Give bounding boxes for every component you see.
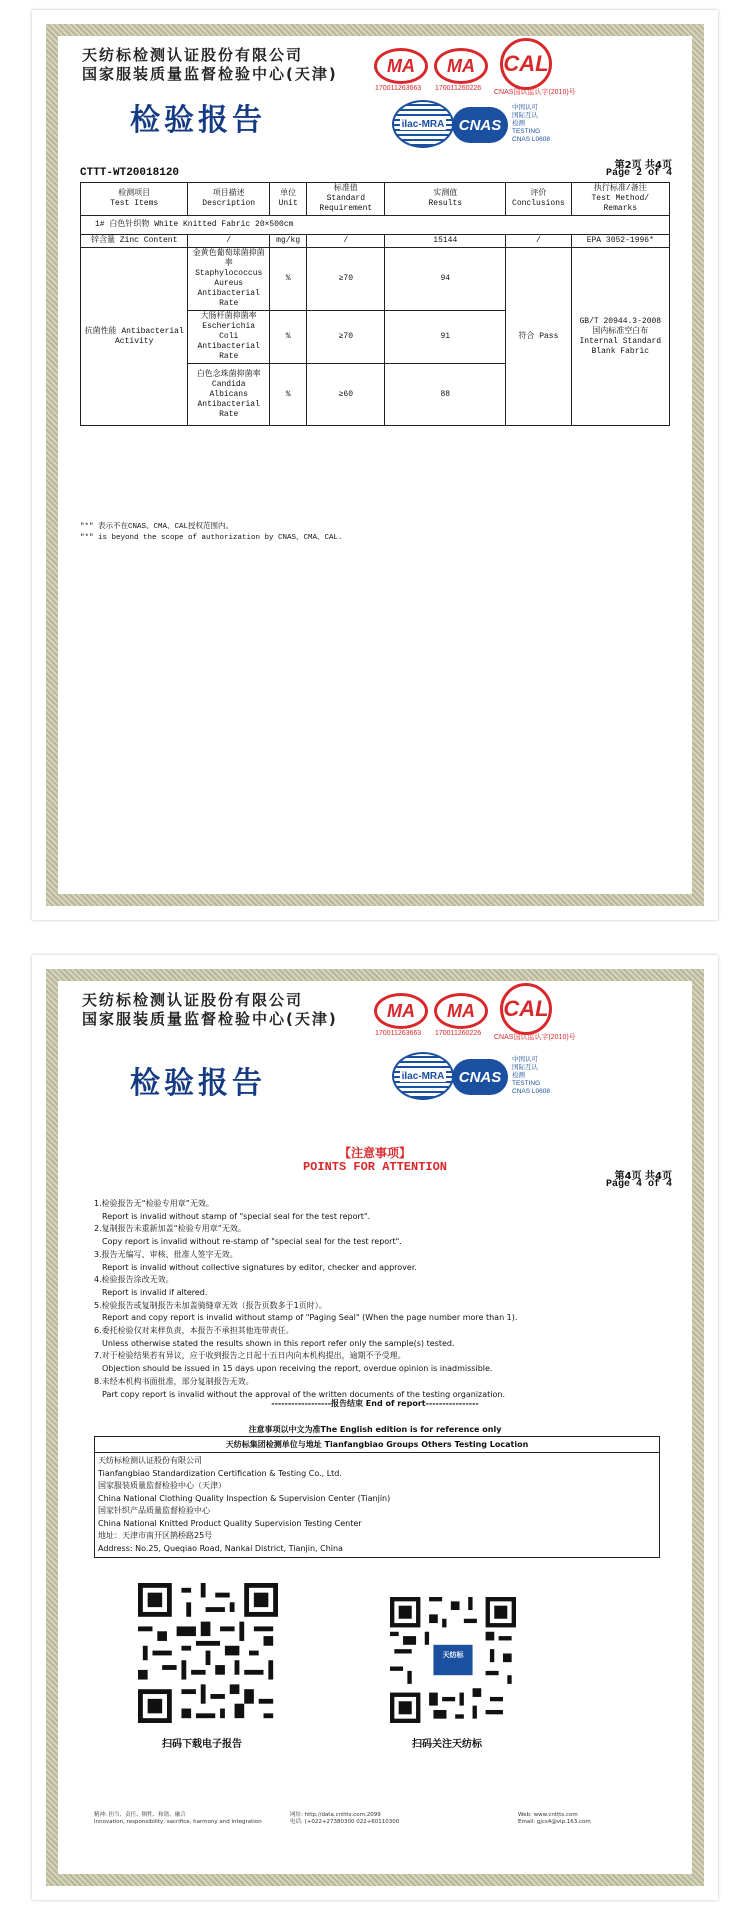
antibacterial-unit-1: % bbox=[270, 248, 307, 311]
table-row bbox=[81, 235, 670, 248]
note-en: Report is invalid without collective signatures by editor, checker and approver. bbox=[102, 1262, 417, 1272]
header-results: 实测值 Results bbox=[385, 183, 506, 216]
note-en: Report is invalid without stamp of "special seal for the test report". bbox=[102, 1211, 371, 1221]
center-name: 国家服装质量监督检验中心(天津) bbox=[82, 65, 338, 83]
antibacterial-result-2: 91 bbox=[385, 311, 506, 364]
cma-number-1: 170011263663 bbox=[375, 1030, 422, 1037]
sample-description: 1# 白色针织物 White Knitted Fabric 20×500cm bbox=[81, 216, 670, 235]
attention-notes bbox=[94, 1198, 664, 1401]
antibacterial-std-3: ≥60 bbox=[307, 364, 385, 426]
address-line: China National Knitted Product Quality Supervision Testing Center bbox=[98, 1518, 362, 1528]
cal-number: CNAS国认监认字(2010)号 bbox=[494, 89, 576, 96]
note-cn: 8.未经本机构书面批准，部分复制报告无效。 bbox=[94, 1376, 254, 1386]
antibacterial-desc-3: 白色念珠菌抑菌率 Candida Albicans Antibacterial Rate bbox=[188, 364, 270, 426]
antibacterial-std-1: ≥70 bbox=[307, 248, 385, 311]
zinc-desc: / bbox=[188, 235, 270, 248]
results-table bbox=[80, 182, 670, 426]
header-standard: 标准值 Standard Requirement bbox=[307, 183, 385, 216]
qr-code-follow[interactable] bbox=[390, 1597, 516, 1723]
address-line: China National Clothing Quality Inspection & Supervision Center (Tianjin) bbox=[98, 1493, 391, 1503]
cma-number-2: 170011260226 bbox=[435, 1030, 482, 1037]
address-line: 天纺标检测认证股份有限公司 bbox=[98, 1456, 202, 1465]
report-page-2 bbox=[32, 10, 718, 920]
note-en: Objection should be issued in 15 days upon receiving the report, overdue opinion is inadmissible. bbox=[102, 1364, 493, 1374]
antibacterial-item: 抗菌性能 Antibacterial Activity bbox=[81, 248, 188, 426]
note-en: Part copy report is invalid without the approval of the written documents of the testing organization. bbox=[102, 1389, 505, 1399]
cma-logo-2: MA bbox=[434, 993, 488, 1029]
qr-left-caption: 扫码下载电子报告 bbox=[162, 1739, 242, 1750]
cal-logo: CAL bbox=[500, 38, 552, 90]
center-name: 国家服装质量监督检验中心(天津) bbox=[82, 1010, 338, 1028]
cma-number-2: 170011260226 bbox=[435, 85, 482, 92]
cma-logo-1: MA bbox=[374, 993, 428, 1029]
address-line: 国家针织产品质量监督检验中心 bbox=[98, 1506, 210, 1515]
note-en: Report is invalid if altered. bbox=[102, 1287, 208, 1297]
antibacterial-desc-1: 金黄色葡萄球菌抑菌率 Staphylococcus Aureus Antibacterial Rate bbox=[188, 248, 270, 311]
attention-title-cn: 【注意事项】 bbox=[338, 1146, 411, 1160]
cnas-logo: CNAS bbox=[452, 1059, 508, 1095]
header-conclusions: 评价 Conclusions bbox=[506, 183, 571, 216]
org-name: 天纺标检测认证股份有限公司 bbox=[82, 46, 304, 64]
header-description: 项目描述 Description bbox=[188, 183, 270, 216]
header-unit: 单位 Unit bbox=[270, 183, 307, 216]
report-number: CTTT-WT20018120 bbox=[80, 167, 180, 179]
antibacterial-unit-3: % bbox=[270, 364, 307, 426]
note-cn: 2.复制报告未重新加盖“检验专用章”无效。 bbox=[94, 1224, 246, 1234]
page-border bbox=[46, 24, 704, 906]
report-title: 检验报告 bbox=[130, 1066, 266, 1101]
cnas-logo: CNAS bbox=[452, 107, 508, 143]
note-en: Report and copy report is invalid without stamp of "Paging Seal" (When the page number more than 1). bbox=[102, 1313, 518, 1323]
qr-right-caption: 扫码关注天纺标 bbox=[412, 1739, 482, 1750]
table-row bbox=[81, 248, 670, 311]
antibacterial-method: GB/T 20944.3-2008 国内标准空白布 Internal Standard Blank Fabric bbox=[571, 248, 669, 426]
scope-note-cn: "*" 表示不在CNAS、CMA、CAL授权范围内。 bbox=[80, 523, 234, 531]
address-line: 国家服装质量监督检验中心（天津） bbox=[98, 1481, 226, 1490]
antibacterial-std-2: ≥70 bbox=[307, 311, 385, 364]
cma-logo-1: MA bbox=[374, 48, 428, 84]
org-name: 天纺标检测认证股份有限公司 bbox=[82, 991, 304, 1009]
zinc-result: 15144 bbox=[385, 235, 506, 248]
note-en: Unless otherwise stated the results shown in this report refer only the sample(s) tested. bbox=[102, 1338, 455, 1348]
address-body bbox=[95, 1453, 659, 1557]
note-en: Copy report is invalid without re-stamp of "special seal for the test report". bbox=[102, 1237, 402, 1247]
page-number-cn: 第2页 共4页 bbox=[614, 160, 672, 171]
qr-code-download-report[interactable] bbox=[138, 1583, 278, 1723]
address-heading: 天纺标集团检测单位与地址 Tianfangbiao Groups Others Testing Location bbox=[95, 1437, 659, 1453]
header-method: 执行标准/备注 Test Method/ Remarks bbox=[571, 183, 669, 216]
footer-motto: 精神: 担当、责任、牺牲、和谐、融合 Innovation, responsibility, sacrifice, harmony and integration bbox=[94, 1812, 262, 1825]
scope-note-en: "*" is beyond the scope of authorization by CNAS、CMA、CAL. bbox=[80, 534, 343, 542]
zinc-conclusion: / bbox=[506, 235, 571, 248]
page-number-cn: 第4页 共4页 bbox=[614, 1171, 672, 1182]
zinc-std: / bbox=[307, 235, 385, 248]
report-title: 检验报告 bbox=[130, 103, 266, 138]
attention-title-en: POINTS FOR ATTENTION bbox=[302, 1160, 448, 1174]
paper bbox=[58, 36, 692, 894]
cal-number: CNAS国认监认字(2010)号 bbox=[494, 1034, 576, 1041]
header-test-items: 检测项目 Test Items bbox=[81, 183, 188, 216]
zinc-item: 锌含量 Zinc Content bbox=[81, 235, 188, 248]
address-box bbox=[94, 1436, 660, 1558]
address-line: Address: No.25, Queqiao Road, Nankai District, Tianjin, China bbox=[98, 1543, 343, 1553]
page-number-en: Page 2 of 4 bbox=[605, 168, 672, 179]
report-page-4 bbox=[32, 955, 718, 1900]
antibacterial-unit-2: % bbox=[270, 311, 307, 364]
cnas-text: 中国认可 国际互认 检测 TESTING CNAS L0608 bbox=[512, 1056, 550, 1095]
ilac-mra-logo: ilac-MRA bbox=[392, 100, 454, 148]
antibacterial-result-1: 94 bbox=[385, 248, 506, 311]
cal-logo: CAL bbox=[500, 983, 552, 1035]
reference-note: 注意事项以中文为准The English edition is for reference only bbox=[248, 1425, 502, 1434]
note-cn: 5.检验报告或复制报告未加盖骑缝章无效（报告页数多于1页时）。 bbox=[94, 1300, 327, 1310]
antibacterial-result-3: 88 bbox=[385, 364, 506, 426]
zinc-method: EPA 3052-1996* bbox=[571, 235, 669, 248]
note-cn: 1.检验报告无“检验专用章”无效。 bbox=[94, 1199, 214, 1208]
cnas-text: 中国认可 国际互认 检测 TESTING CNAS L0608 bbox=[512, 104, 550, 143]
zinc-unit: mg/kg bbox=[270, 235, 307, 248]
address-line: Tianfangbiao Standardization Certification & Testing Co., Ltd. bbox=[98, 1468, 342, 1478]
tfb-logo: 天纺标 bbox=[442, 1651, 464, 1659]
footer-contact: 网址: http://data.cnttts.com:2099 电话: (+022+27380300 022+60110300 bbox=[290, 1812, 400, 1825]
ilac-mra-logo: ilac-MRA bbox=[392, 1052, 454, 1100]
table-header-row bbox=[81, 183, 670, 216]
antibacterial-desc-2: 大肠杆菌抑菌率 Escherichia Coli Antibacterial Rate bbox=[188, 311, 270, 364]
sample-row bbox=[81, 216, 670, 235]
address-line: 地址：天津市南开区鹊桥路25号 bbox=[98, 1531, 213, 1540]
footer-web: Web: www.cnttts.com Email: gjcs4@vip.163.com bbox=[518, 1812, 591, 1825]
end-of-report: ------------------报告结束 End of report---------------- bbox=[271, 1399, 479, 1408]
note-cn: 7.对于检验结果若有异议，应于收到报告之日起十五日内向本机构提出，逾期不予受理。 bbox=[94, 1351, 406, 1361]
note-cn: 3.报告无编写、审核、批准人签字无效。 bbox=[94, 1249, 238, 1259]
note-cn: 4.检验报告涂改无效。 bbox=[94, 1275, 174, 1285]
cma-logo-2: MA bbox=[434, 48, 488, 84]
antibacterial-conclusion: 符合 Pass bbox=[506, 248, 571, 426]
page-number-en: Page 4 of 4 bbox=[605, 1179, 672, 1190]
cma-number-1: 170011263663 bbox=[375, 85, 422, 92]
note-cn: 6.委托检验仅对来样负责，本报告不承担其他连带责任。 bbox=[94, 1326, 294, 1336]
